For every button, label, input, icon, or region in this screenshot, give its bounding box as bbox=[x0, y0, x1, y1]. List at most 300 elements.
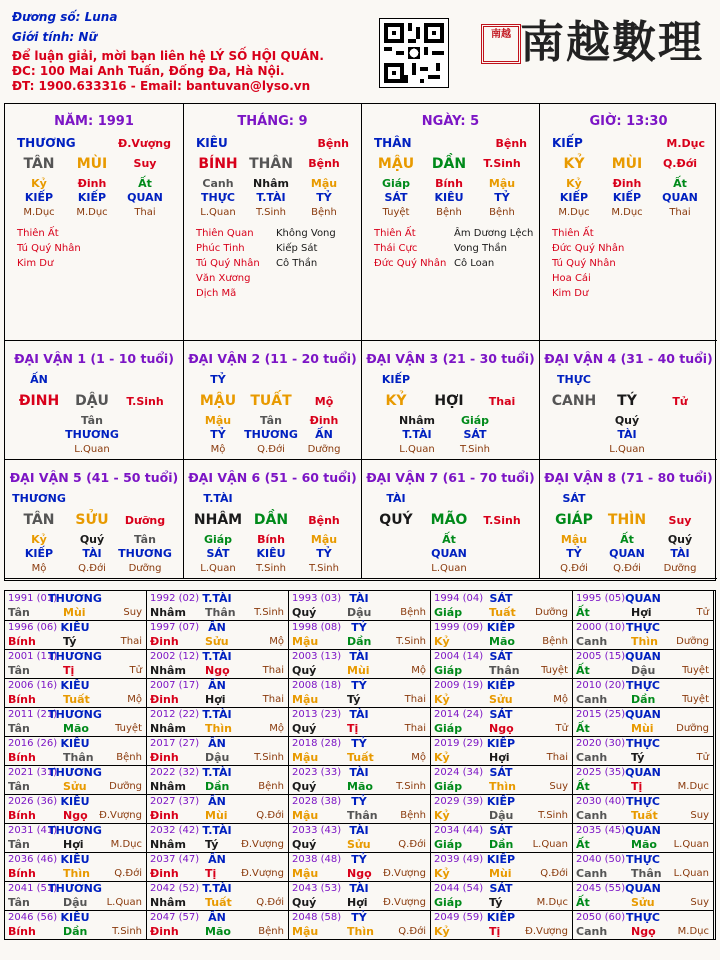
pillar-branch-stage: Q.Đới bbox=[662, 157, 698, 170]
year-ten-god: THỰC bbox=[626, 621, 660, 634]
year-ten-god: TỶ bbox=[351, 679, 367, 692]
luck-phase: Dưỡng bbox=[124, 514, 166, 527]
hidden-ten-god: KIẾP bbox=[24, 191, 54, 204]
year-phase: Đ.Vượng bbox=[241, 868, 284, 879]
year-branch: Sửu bbox=[631, 896, 655, 909]
luck-pillar-cell bbox=[5, 341, 183, 460]
year-branch: Tý bbox=[205, 838, 219, 851]
year-stem: Giáp bbox=[434, 780, 463, 793]
year-ten-god: TỶ bbox=[351, 737, 367, 750]
luck-branch: HỢI bbox=[434, 393, 464, 409]
annual-year-cell bbox=[431, 794, 573, 824]
pillar-branch-stage: T.Sinh bbox=[483, 157, 521, 170]
year-branch: Dần bbox=[63, 925, 88, 938]
year-phase: T.Sinh bbox=[396, 781, 426, 792]
year-phase: T.Sinh bbox=[254, 752, 284, 763]
hidden-stage: Thai bbox=[669, 207, 691, 218]
year-label: 1999 (09) bbox=[434, 622, 484, 633]
spirit-star: Dịch Mã bbox=[196, 288, 237, 299]
annual-year-cell bbox=[5, 852, 147, 882]
luck-stem: TÂN bbox=[23, 512, 55, 528]
year-ten-god: KIÊU bbox=[60, 679, 90, 692]
year-ten-god: THƯƠNG bbox=[48, 766, 102, 779]
luck-hidden-stem: Giáp bbox=[460, 414, 490, 427]
hidden-ten-god: SÁT bbox=[384, 191, 408, 204]
year-label: 2000 (10) bbox=[576, 622, 626, 633]
luck-hidden-stem: Mậu bbox=[204, 414, 232, 427]
year-phase: M.Dục bbox=[677, 781, 709, 792]
year-phase: Thai bbox=[262, 665, 284, 676]
pillar-stem: TÂN bbox=[23, 156, 55, 172]
year-label: 2016 (26) bbox=[8, 738, 58, 749]
year-branch: Hợi bbox=[63, 838, 84, 851]
luck-hidden-stem: Giáp bbox=[203, 533, 233, 546]
luck-pillar-cell bbox=[539, 341, 717, 460]
year-stem: Nhâm bbox=[150, 780, 186, 793]
luck-hidden-stage: Mộ bbox=[31, 563, 47, 574]
year-branch: Tuất bbox=[631, 809, 658, 822]
year-label: 2003 (13) bbox=[292, 651, 342, 662]
year-label: 1992 (02) bbox=[150, 593, 200, 604]
year-stem: Quý bbox=[292, 606, 317, 619]
annual-year-cell bbox=[431, 852, 573, 882]
spirit-star-bad: Cô Thần bbox=[276, 258, 318, 269]
year-ten-god: KIÊU bbox=[60, 621, 90, 634]
year-stem: Đinh bbox=[150, 693, 179, 706]
year-label: 2026 (36) bbox=[8, 796, 58, 807]
year-label: 2013 (23) bbox=[292, 709, 342, 720]
year-branch: Mão bbox=[489, 635, 515, 648]
pillar-title: NĂM: 1991 bbox=[54, 114, 134, 129]
spirit-star: Thiên Ất bbox=[17, 228, 59, 239]
year-ten-god: THƯƠNG bbox=[48, 650, 102, 663]
year-phase: Dưỡng bbox=[109, 781, 142, 792]
year-phase: L.Quan bbox=[673, 868, 709, 879]
luck-hidden-stem: Bính bbox=[257, 533, 285, 546]
year-phase: Đ.Vượng bbox=[383, 868, 426, 879]
luck-title: ĐẠI VẬN 8 (71 - 80 tuổi) bbox=[544, 470, 713, 485]
year-stem: Canh bbox=[576, 867, 608, 880]
year-ten-god: SÁT bbox=[489, 766, 513, 779]
year-stem: Canh bbox=[576, 751, 608, 764]
luck-hidden-god: THƯƠNG bbox=[65, 428, 119, 441]
year-stem: Ất bbox=[576, 838, 590, 851]
year-label: 2007 (17) bbox=[150, 680, 200, 691]
spirit-star: Tú Quý Nhân bbox=[17, 243, 81, 254]
year-phase: Mộ bbox=[269, 723, 284, 734]
pillar-title: THÁNG: 9 bbox=[237, 114, 308, 129]
luck-branch: MÃO bbox=[430, 512, 468, 528]
annual-year-cell bbox=[431, 620, 573, 650]
annual-year-cell bbox=[573, 794, 714, 824]
year-branch: Thân bbox=[347, 809, 378, 822]
year-ten-god: ẤN bbox=[208, 621, 226, 634]
luck-branch: DẬU bbox=[75, 393, 109, 409]
luck-stem: KỶ bbox=[385, 393, 407, 409]
luck-phase: Bệnh bbox=[308, 514, 340, 527]
year-label: 2005 (15) bbox=[576, 651, 626, 662]
pillar-stem: BÍNH bbox=[198, 156, 238, 172]
luck-hidden-stage: Q.Đới bbox=[257, 444, 285, 455]
year-stem: Ất bbox=[576, 780, 590, 793]
annual-year-cell bbox=[5, 765, 147, 795]
annual-luck-table bbox=[4, 590, 716, 940]
spirit-star: Tú Quý Nhân bbox=[552, 258, 616, 269]
year-branch: Dậu bbox=[347, 606, 372, 619]
hidden-stage: M.Dục bbox=[611, 207, 643, 218]
hidden-ten-god: KIÊU bbox=[434, 191, 464, 204]
luck-hidden-god: QUAN bbox=[609, 547, 645, 560]
year-label: 2033 (43) bbox=[292, 825, 342, 836]
annual-year-cell bbox=[147, 649, 289, 679]
hidden-ten-god: QUAN bbox=[662, 191, 698, 204]
year-phase: Suy bbox=[690, 810, 709, 821]
year-stem: Đinh bbox=[150, 751, 179, 764]
luck-pillar-cell bbox=[5, 460, 183, 579]
spirit-star: Đức Quý Nhân bbox=[374, 258, 447, 269]
annual-year-cell bbox=[147, 852, 289, 882]
annual-year-cell bbox=[147, 765, 289, 795]
year-branch: Tý bbox=[631, 751, 645, 764]
luck-branch: TÝ bbox=[617, 393, 637, 409]
year-stem: Canh bbox=[576, 693, 608, 706]
year-ten-god: THỰC bbox=[626, 911, 660, 924]
year-ten-god: T.TÀI bbox=[202, 882, 232, 895]
annual-year-cell bbox=[5, 881, 147, 911]
year-phase: Bệnh bbox=[258, 781, 284, 792]
year-branch: Sửu bbox=[205, 635, 229, 648]
year-label: 2010 (20) bbox=[576, 680, 626, 691]
luck-hidden-stem: Nhâm bbox=[399, 414, 435, 427]
luck-stem: GIÁP bbox=[555, 512, 593, 528]
luck-branch: TUẤT bbox=[250, 393, 292, 409]
annual-year-cell bbox=[289, 881, 431, 911]
year-label: 2018 (28) bbox=[292, 738, 342, 749]
luck-hidden-god: QUAN bbox=[431, 547, 467, 560]
year-branch: Tý bbox=[347, 693, 361, 706]
address-line: ĐC: 100 Mai Anh Tuấn, Đống Đa, Hà Nội. bbox=[12, 64, 285, 78]
year-branch: Tuất bbox=[347, 751, 374, 764]
luck-hidden-stem: Tân bbox=[81, 414, 103, 427]
annual-year-cell bbox=[573, 736, 714, 766]
year-ten-god: TÀI bbox=[349, 650, 369, 663]
pillar-branch: THÂN bbox=[249, 156, 293, 172]
hidden-stem: Mậu bbox=[310, 177, 338, 190]
year-phase: M.Dục bbox=[536, 897, 568, 908]
year-branch: Thân bbox=[631, 867, 662, 880]
year-stem: Kỷ bbox=[434, 809, 450, 822]
year-ten-god: KIÊU bbox=[60, 853, 90, 866]
year-ten-god: ẤN bbox=[208, 679, 226, 692]
year-ten-god: THỰC bbox=[626, 795, 660, 808]
year-label: 1994 (04) bbox=[434, 593, 484, 604]
year-ten-god: ẤN bbox=[208, 737, 226, 750]
year-label: 2047 (57) bbox=[150, 912, 200, 923]
year-stem: Tân bbox=[8, 896, 30, 909]
year-branch: Mão bbox=[63, 722, 89, 735]
luck-hidden-stage: T.Sinh bbox=[460, 444, 490, 455]
year-stem: Tân bbox=[8, 838, 30, 851]
hidden-stem: Nhâm bbox=[253, 177, 289, 190]
year-label: 2008 (18) bbox=[292, 680, 342, 691]
pillar-branch-stage: Suy bbox=[133, 157, 157, 170]
year-ten-god: THỰC bbox=[626, 679, 660, 692]
year-stem: Giáp bbox=[434, 896, 463, 909]
year-stem: Quý bbox=[292, 896, 317, 909]
year-phase: Tử bbox=[555, 723, 568, 734]
year-phase: L.Quan bbox=[673, 839, 709, 850]
year-label: 1997 (07) bbox=[150, 622, 200, 633]
hidden-stem: Ất bbox=[138, 177, 152, 190]
year-phase: M.Dục bbox=[677, 926, 709, 937]
luck-ten-god: TÀI bbox=[386, 492, 406, 505]
luck-hidden-stage: Q.Đới bbox=[78, 563, 106, 574]
year-branch: Dần bbox=[489, 838, 514, 851]
hidden-stem: Kỷ bbox=[31, 177, 47, 190]
hidden-stem: Mậu bbox=[488, 177, 516, 190]
year-branch: Sửu bbox=[489, 693, 513, 706]
annual-year-cell bbox=[147, 736, 289, 766]
luck-hidden-stem: Ất bbox=[620, 533, 634, 546]
year-phase: Tử bbox=[696, 752, 709, 763]
luck-hidden-stage: L.Quan bbox=[74, 444, 110, 455]
annual-year-cell bbox=[5, 823, 147, 853]
annual-year-cell bbox=[431, 649, 573, 679]
year-stem: Mậu bbox=[292, 867, 319, 880]
year-label: 2004 (14) bbox=[434, 651, 484, 662]
year-phase: Tuyệt bbox=[682, 694, 709, 705]
year-ten-god: TÀI bbox=[349, 592, 369, 605]
year-phase: Mộ bbox=[411, 665, 426, 676]
seal-stamp bbox=[481, 24, 521, 64]
luck-hidden-stage: Q.Đới bbox=[613, 563, 641, 574]
year-phase: Tuyệt bbox=[541, 665, 568, 676]
year-ten-god: SÁT bbox=[489, 708, 513, 721]
hidden-ten-god: KIẾP bbox=[77, 191, 107, 204]
hidden-ten-god: QUAN bbox=[127, 191, 163, 204]
annual-year-cell bbox=[573, 649, 714, 679]
pillar-ten-god: KIÊU bbox=[196, 136, 228, 150]
spirit-star: Kim Dư bbox=[552, 288, 589, 299]
hidden-stem: Canh bbox=[202, 177, 234, 190]
annual-year-cell bbox=[431, 591, 573, 621]
qr-code-icon[interactable] bbox=[379, 18, 449, 88]
year-ten-god: QUAN bbox=[625, 708, 661, 721]
year-phase: Dưỡng bbox=[535, 607, 568, 618]
year-label: 1991 (01) bbox=[8, 593, 58, 604]
year-stem: Canh bbox=[576, 635, 608, 648]
year-branch: Ngọ bbox=[205, 664, 230, 677]
pillar-cell bbox=[5, 104, 183, 341]
year-stem: Ất bbox=[576, 664, 590, 677]
luck-hidden-stem: Quý bbox=[79, 533, 105, 546]
year-stem: Đinh bbox=[150, 925, 179, 938]
year-phase: Dưỡng bbox=[676, 636, 709, 647]
annual-year-cell bbox=[573, 591, 714, 621]
luck-phase: Suy bbox=[668, 514, 692, 527]
spirit-star: Thiên Quan bbox=[196, 228, 254, 239]
spirit-star: Văn Xương bbox=[196, 273, 251, 284]
year-label: 2017 (27) bbox=[150, 738, 200, 749]
annual-year-cell bbox=[431, 736, 573, 766]
hidden-ten-god: T.TÀI bbox=[256, 191, 286, 204]
annual-year-cell bbox=[289, 910, 431, 940]
hidden-stage: M.Dục bbox=[76, 207, 108, 218]
pillar-stem: MẬU bbox=[377, 156, 415, 172]
year-stem: Kỷ bbox=[434, 693, 450, 706]
luck-hidden-stem: Tân bbox=[260, 414, 282, 427]
hidden-stem: Ất bbox=[673, 177, 687, 190]
pillar-stem: KỶ bbox=[563, 156, 585, 172]
year-branch: Mùi bbox=[489, 867, 512, 880]
year-phase: Đ.Vượng bbox=[241, 839, 284, 850]
annual-year-cell bbox=[431, 881, 573, 911]
hidden-stage: M.Dục bbox=[558, 207, 590, 218]
luck-stem: ĐINH bbox=[18, 393, 60, 409]
pillar-branch-stage: Bệnh bbox=[308, 157, 340, 170]
year-stem: Ất bbox=[576, 722, 590, 735]
pillar-title: NGÀY: 5 bbox=[421, 114, 480, 129]
year-branch: Thìn bbox=[489, 780, 516, 793]
year-branch: Dần bbox=[631, 693, 656, 706]
year-ten-god: SÁT bbox=[489, 882, 513, 895]
luck-ten-god: SÁT bbox=[562, 492, 586, 505]
pillar-cell bbox=[539, 104, 717, 341]
year-label: 1996 (06) bbox=[8, 622, 58, 633]
year-stem: Nhâm bbox=[150, 896, 186, 909]
annual-year-cell bbox=[5, 678, 147, 708]
luck-ten-god: THƯƠNG bbox=[12, 492, 66, 505]
luck-branch: SỬU bbox=[75, 512, 109, 528]
year-label: 2006 (16) bbox=[8, 680, 58, 691]
year-stem: Nhâm bbox=[150, 664, 186, 677]
annual-year-cell bbox=[5, 736, 147, 766]
spirit-star-bad: Cô Loan bbox=[454, 258, 495, 269]
annual-year-cell bbox=[147, 794, 289, 824]
year-phase: Bệnh bbox=[116, 752, 142, 763]
pillar-branch: MÙI bbox=[611, 156, 643, 172]
annual-year-cell bbox=[573, 881, 714, 911]
luck-hidden-stem: Kỷ bbox=[31, 533, 47, 546]
year-ten-god: KIẾP bbox=[486, 737, 516, 750]
year-branch: Sửu bbox=[347, 838, 371, 851]
luck-hidden-stage: L.Quan bbox=[399, 444, 435, 455]
annual-year-cell bbox=[431, 707, 573, 737]
year-branch: Hợi bbox=[489, 751, 510, 764]
year-branch: Tị bbox=[489, 925, 501, 938]
year-branch: Dậu bbox=[205, 751, 230, 764]
pillar-ten-god: THÂN bbox=[374, 136, 412, 150]
spirit-star: Thiên Ất bbox=[552, 228, 594, 239]
year-stem: Quý bbox=[292, 722, 317, 735]
luck-hidden-stage: Dưỡng bbox=[128, 563, 162, 574]
year-label: 2009 (19) bbox=[434, 680, 484, 691]
luck-hidden-stem: Mậu bbox=[560, 533, 588, 546]
year-label: 2032 (42) bbox=[150, 825, 200, 836]
pillar-stem-stage: Đ.Vượng bbox=[117, 137, 171, 150]
year-stem: Tân bbox=[8, 780, 30, 793]
luck-stem: MẬU bbox=[199, 393, 237, 409]
year-phase: Mộ bbox=[553, 694, 568, 705]
annual-year-cell bbox=[147, 707, 289, 737]
year-branch: Tị bbox=[631, 780, 643, 793]
year-ten-god: KIÊU bbox=[60, 795, 90, 808]
year-label: 2014 (24) bbox=[434, 709, 484, 720]
year-ten-god: ẤN bbox=[208, 853, 226, 866]
year-branch: Thân bbox=[63, 751, 94, 764]
brand-title: 南越數理 bbox=[520, 17, 704, 68]
annual-year-cell bbox=[5, 620, 147, 650]
year-branch: Tị bbox=[63, 664, 75, 677]
year-ten-god: THƯƠNG bbox=[48, 882, 102, 895]
year-stem: Canh bbox=[576, 809, 608, 822]
year-branch: Dậu bbox=[631, 664, 656, 677]
year-phase: Suy bbox=[549, 781, 568, 792]
pillar-ten-god: KIẾP bbox=[552, 136, 583, 150]
luck-hidden-god: TÀI bbox=[617, 428, 637, 441]
year-label: 2043 (53) bbox=[292, 883, 342, 894]
luck-phase: Mộ bbox=[314, 395, 334, 408]
year-stem: Nhâm bbox=[150, 838, 186, 851]
year-branch: Hợi bbox=[205, 693, 226, 706]
luck-pillar-cell bbox=[361, 460, 539, 579]
pillar-branch: DẦN bbox=[431, 156, 467, 172]
year-phase: T.Sinh bbox=[112, 926, 142, 937]
luck-hidden-god: THƯƠNG bbox=[244, 428, 298, 441]
year-label: 2022 (32) bbox=[150, 767, 200, 778]
luck-hidden-god: TỶ bbox=[210, 428, 226, 441]
year-label: 2046 (56) bbox=[8, 912, 58, 923]
year-label: 2019 (29) bbox=[434, 738, 484, 749]
luck-ten-god: ẤN bbox=[30, 373, 48, 386]
year-branch: Tuất bbox=[489, 606, 516, 619]
luck-hidden-god: SÁT bbox=[463, 428, 487, 441]
year-branch: Thân bbox=[489, 664, 520, 677]
year-branch: Dần bbox=[205, 780, 230, 793]
annual-year-cell bbox=[289, 823, 431, 853]
spirit-star: Tú Quý Nhân bbox=[196, 258, 260, 269]
year-ten-god: QUAN bbox=[625, 824, 661, 837]
year-label: 2042 (52) bbox=[150, 883, 200, 894]
year-stem: Bính bbox=[8, 635, 36, 648]
year-phase: Tuyệt bbox=[682, 665, 709, 676]
year-label: 1993 (03) bbox=[292, 593, 342, 604]
luck-hidden-stage: Dưỡng bbox=[663, 563, 697, 574]
year-branch: Tý bbox=[489, 896, 503, 909]
year-branch: Dậu bbox=[489, 809, 514, 822]
luck-title: ĐẠI VẬN 2 (11 - 20 tuổi) bbox=[188, 351, 357, 366]
annual-year-cell bbox=[5, 707, 147, 737]
spirit-star: Hoa Cái bbox=[552, 273, 591, 284]
year-phase: Thai bbox=[262, 694, 284, 705]
year-ten-god: T.TÀI bbox=[202, 766, 232, 779]
year-ten-god: T.TÀI bbox=[202, 650, 232, 663]
year-label: 2044 (54) bbox=[434, 883, 484, 894]
hidden-ten-god: TỶ bbox=[316, 191, 332, 204]
luck-ten-god: TỶ bbox=[210, 373, 226, 386]
year-ten-god: T.TÀI bbox=[202, 708, 232, 721]
year-stem: Quý bbox=[292, 664, 317, 677]
year-stem: Tân bbox=[8, 722, 30, 735]
luck-hidden-stem: Đinh bbox=[309, 414, 339, 427]
hidden-stage: Bệnh bbox=[311, 207, 337, 218]
year-ten-god: QUAN bbox=[625, 592, 661, 605]
year-stem: Giáp bbox=[434, 722, 463, 735]
year-phase: Thai bbox=[120, 636, 142, 647]
year-branch: Mão bbox=[205, 925, 231, 938]
hidden-stage: T.Sinh bbox=[256, 207, 286, 218]
year-ten-god: T.TÀI bbox=[202, 824, 232, 837]
